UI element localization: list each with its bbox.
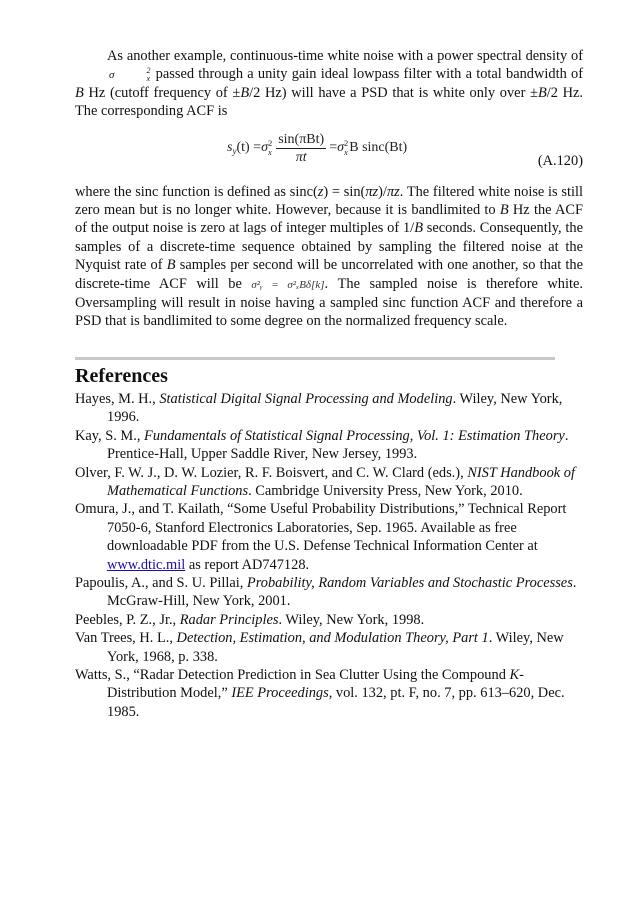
reference-item: Van Trees, H. L., Detection, Estimation, and Modulation Theory, Part 1. Wiley, New York, 1968, p. 338. [75, 630, 564, 665]
page-content [75, 47, 583, 721]
inline-acf-equation: σ²ᵧ = σ²ₓBδ[k] [251, 278, 325, 291]
acf-equation: $s_y(t)$ = σ 2 x $\frac{\text{sin(πBt)}}{\pi t}$ = σ 2 x B sinc(Bt) [227, 131, 408, 165]
paragraph-sinc: where the sinc function is defined as sinc(z) = sin(πz)/πz. The filtered white noise is still zero mean but is no longer white. However, because it is bandlimited to B Hz the ACF of the output noise is zero at lags of integer multiples of 1/B seconds. Consequently, the samples of a discrete-time sequence obtained by sampling the filtered noise at the Nyquist rate of B samples per second will be uncorrelated with one another, so that the discrete-time ACF will be σ²ᵧ = σ²ₓBδ[k]. The sampled noise is therefore white. Oversampling will result in noise having a sampled sinc function ACF and therefore a PSD that is bandlimited to some degree on the normalized frequency scale. [75, 183, 583, 330]
reference-item: Watts, S., “Radar Detection Prediction in Sea Clutter Using the Compound K-Distribution Model,” IEE Proceedings, vol. 132, pt. F, no. 7, pp. 613–620, Dec. 1985. [75, 666, 565, 720]
equation-a120 [75, 121, 583, 179]
reference-item: Omura, J., and T. Kailath, “Some Useful Probability Distributions,” Technical Report 7050-6, Stanford Electronics Laboratories, Sep. 1965. Available as free downloadable PDF from the U.S. Defense Technical Information Center at www.dtic.mil as report AD747128. [75, 501, 567, 573]
section-divider [75, 357, 555, 360]
references-list [75, 390, 583, 721]
reference-item: Hayes, M. H., Statistical Digital Signal Processing and Modeling. Wiley, New York, 1996. [75, 390, 563, 426]
equation-fraction: $\frac{\text{sin(πBt)}}{\pi t}$ [278, 131, 325, 165]
reference-item: Peebles, P. Z., Jr., Radar Principles. Wiley, New York, 1998. [75, 611, 425, 628]
reference-item: Olver, F. W. J., D. W. Lozier, R. F. Boisvert, and C. W. Clard (eds.), NIST Handbook of Mathematical Functions. Cambridge University Press, New York, 2010. [75, 464, 575, 499]
psd-symbol: σ 2 x [109, 66, 151, 84]
reference-item: Papoulis, A., and S. U. Pillai, Probability, Random Variables and Stochastic Processes. McGraw-Hill, New York, 2001. [75, 574, 577, 610]
references-heading: References [75, 364, 168, 387]
paragraph-intro: As another example, continuous-time white noise with a power spectral density of σ 2 x passed through a unity gain ideal lowpass filter with a total bandwidth of B Hz (cutoff frequency of ±B/2 Hz) will have a PSD that is white only over ±B/2 Hz. The corresponding ACF is [75, 48, 584, 120]
dtic-link[interactable]: www.dtic.mil [107, 556, 186, 573]
equation-number: (A.120) [537, 152, 583, 169]
reference-item: Kay, S. M., Fundamentals of Statistical Signal Processing, Vol. 1: Estimation Theory. Prentice-Hall, Upper Saddle River, New Jersey, 1993. [75, 427, 569, 463]
